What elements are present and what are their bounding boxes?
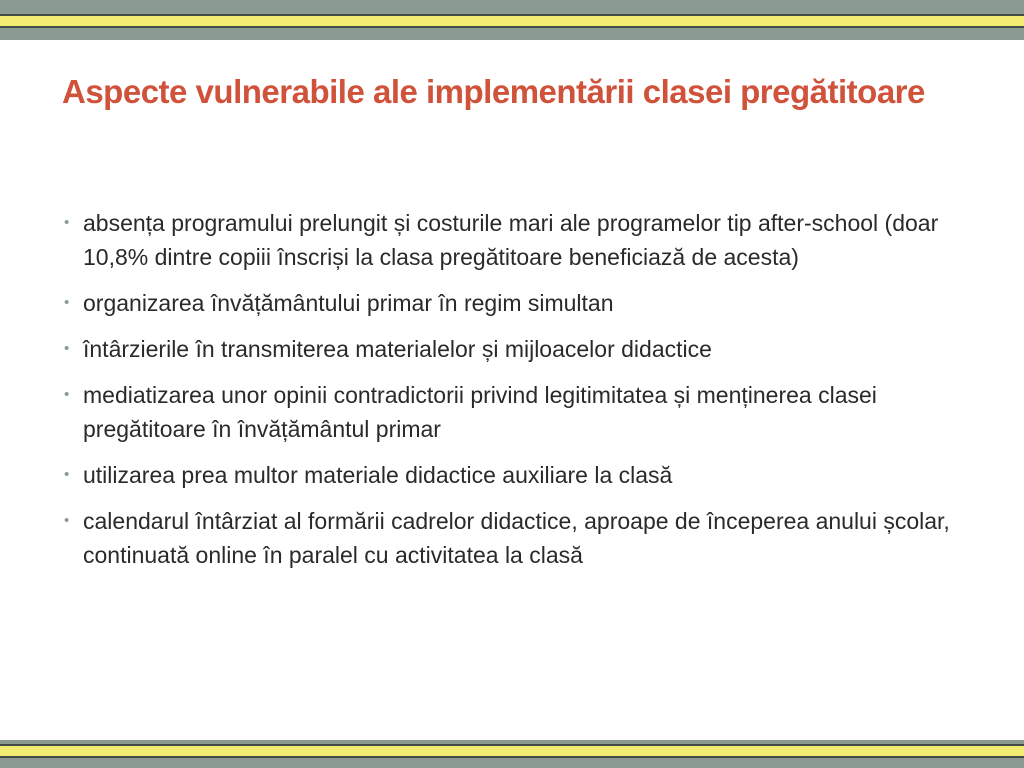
bullet-text: absența programului prelungit și costurile mari ale programelor tip after-school (doar 10,8% dintre copiii înscriși la clasa pregătitoare beneficiază de acesta): [83, 210, 939, 270]
bullet-text: mediatizarea unor opinii contradictorii privind legitimitatea și menținerea clasei pregătitoare în învățământul primar: [83, 382, 877, 442]
top-yellow-stripe: [0, 14, 1024, 28]
bullet-icon: •: [64, 340, 70, 357]
bullet-item: [62, 458, 962, 492]
bullet-text: utilizarea prea multor materiale didactice auxiliare la clasă: [83, 462, 673, 488]
slide-title: Aspecte vulnerabile ale implementării clasei pregătitoare: [62, 73, 925, 110]
bullet-item: [62, 378, 962, 446]
bullet-icon: •: [64, 294, 70, 311]
bullet-text: organizarea învățământului primar în regim simultan: [83, 290, 614, 316]
bullet-list: [62, 206, 962, 584]
bullet-item: [62, 206, 962, 274]
bullet-icon: •: [64, 512, 70, 529]
bullet-item: [62, 332, 962, 366]
bullet-icon: •: [64, 466, 70, 483]
bullet-item: [62, 504, 962, 572]
bottom-decorative-band: [0, 740, 1024, 768]
bullet-icon: •: [64, 214, 70, 231]
bullet-text: întârzierile în transmiterea materialelor și mijloacelor didactice: [83, 336, 712, 362]
top-decorative-band: [0, 0, 1024, 40]
bullet-text: calendarul întârziat al formării cadrelor didactice, aproape de începerea anului școlar, continuată online în paralel cu activitatea la clasă: [83, 508, 950, 568]
bullet-icon: •: [64, 386, 70, 403]
bullet-item: [62, 286, 962, 320]
bottom-yellow-stripe: [0, 744, 1024, 758]
